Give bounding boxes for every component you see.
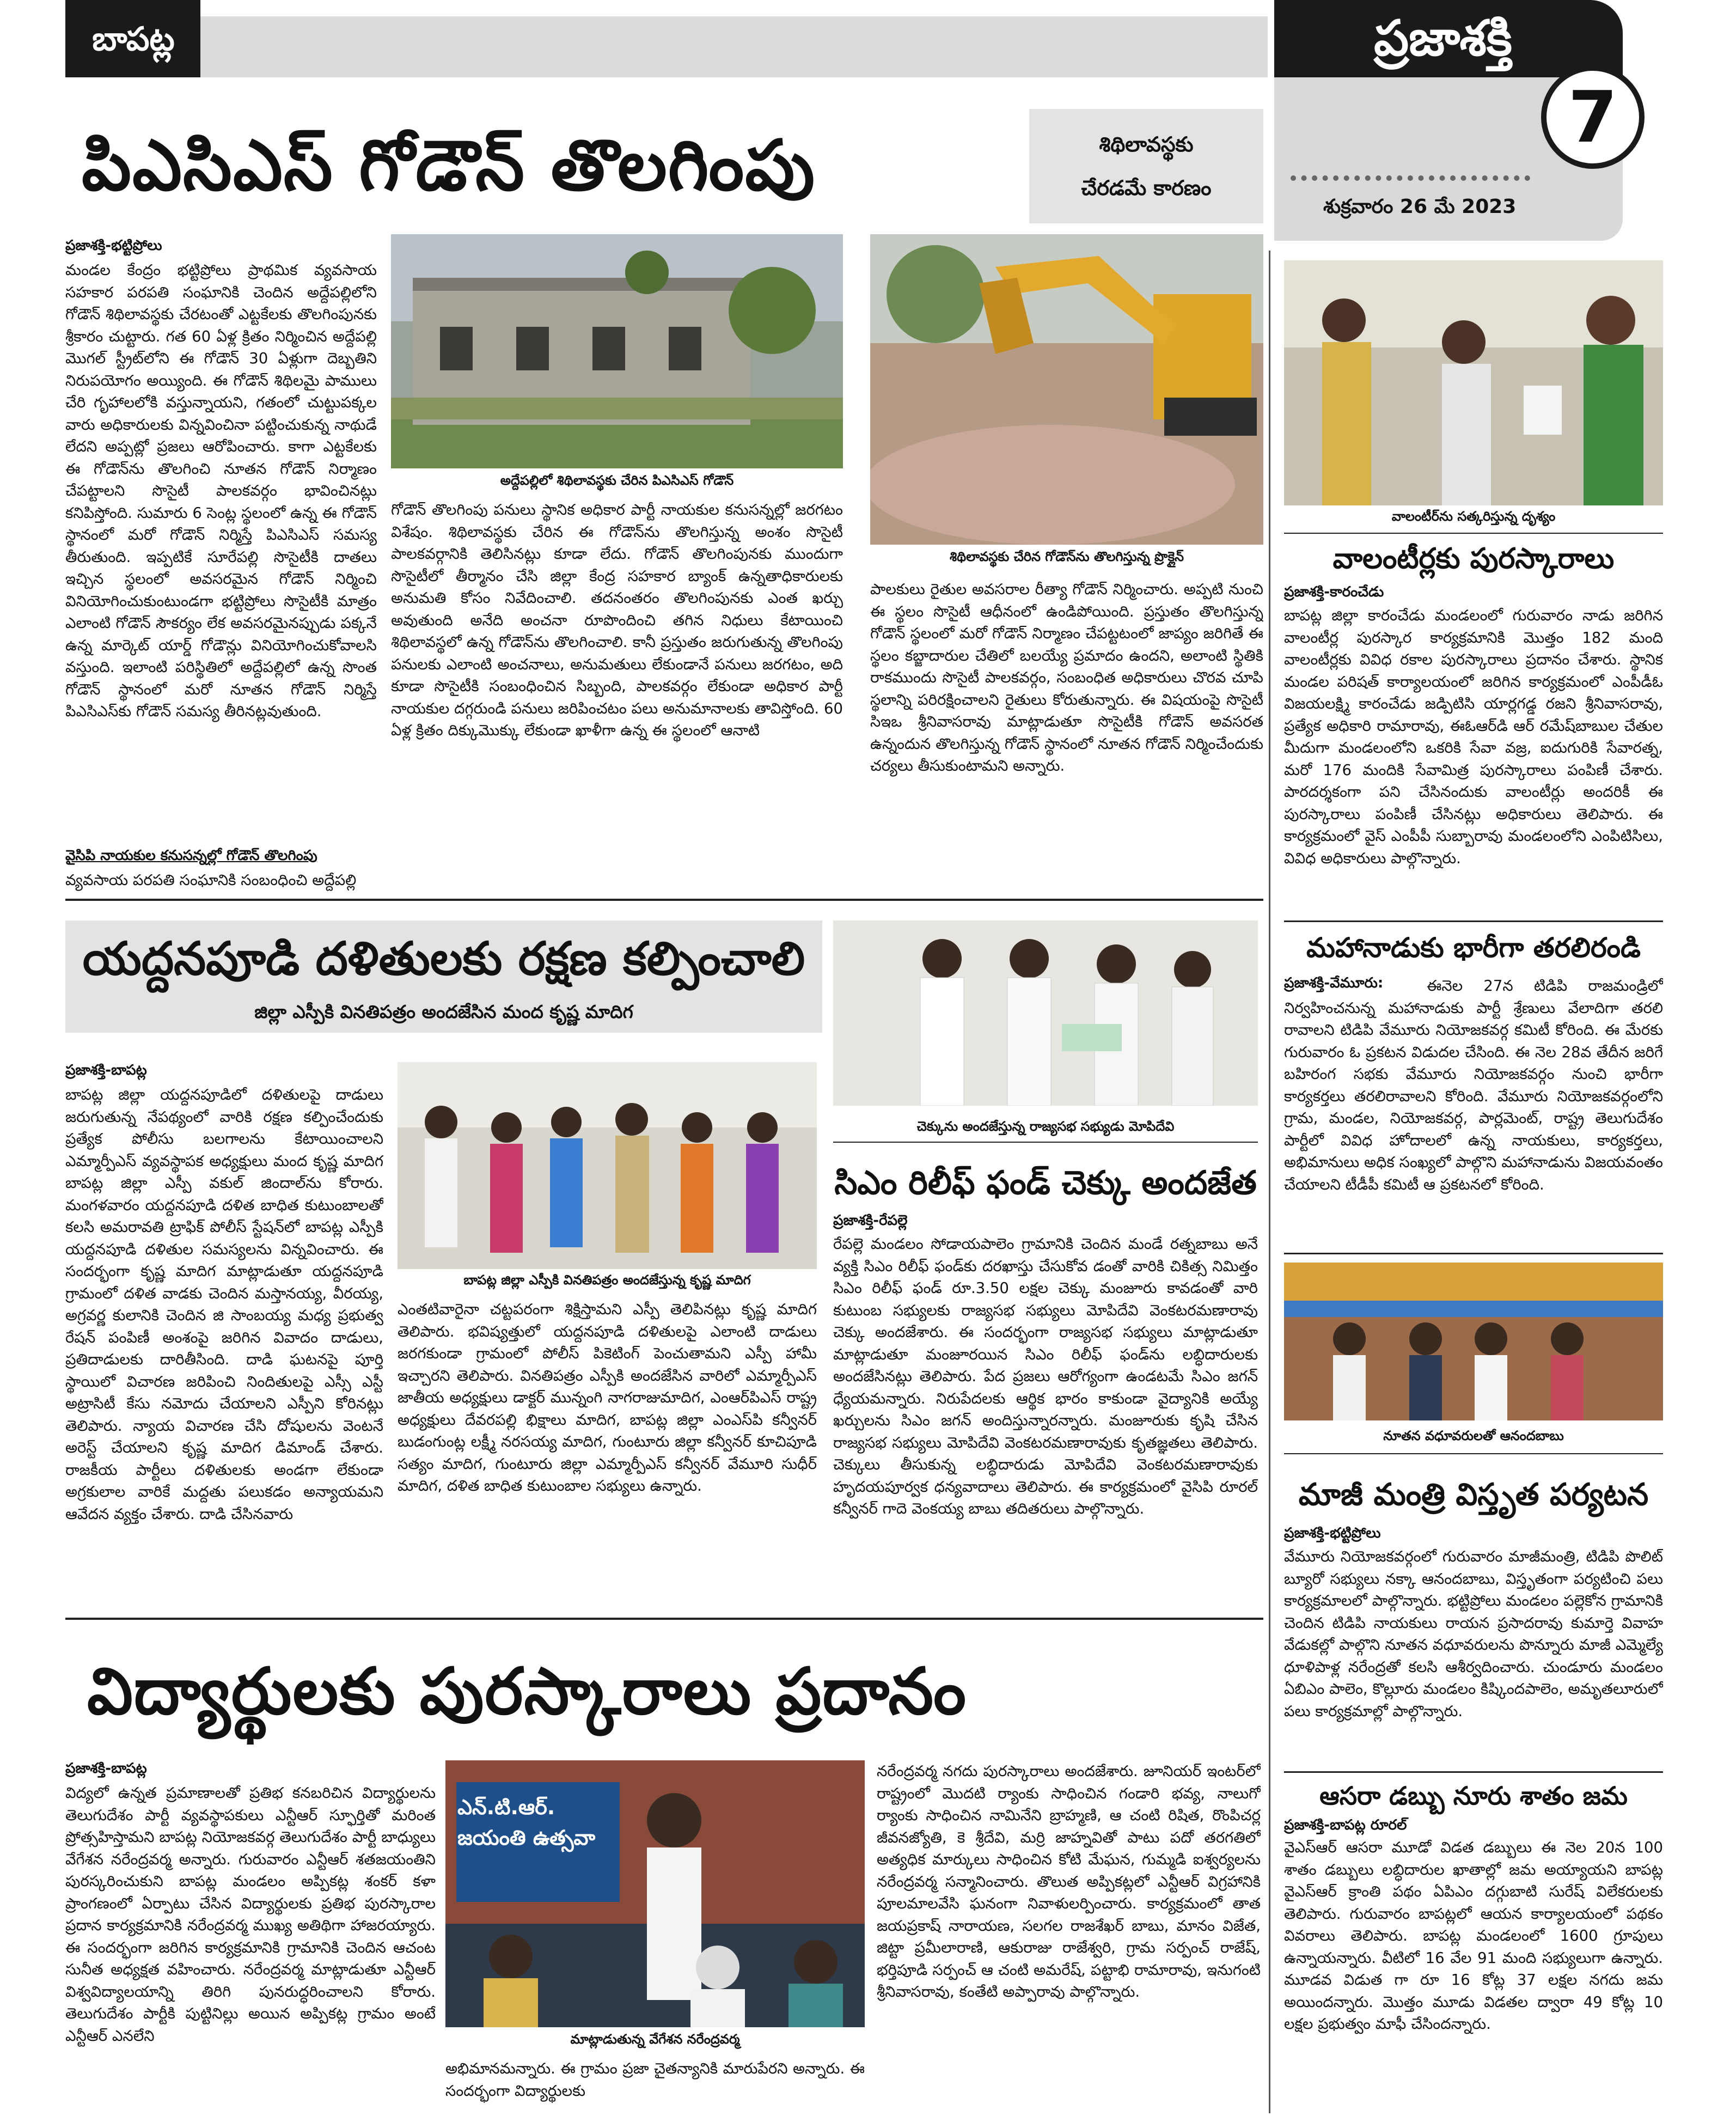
mahanadu-body: ఈనెల 27న టిడిపి రాజమండ్రిలో నిర్వహించనున్న మహానాడుకు పార్టీ శ్రేణులు వేలాదిగా తరలి రావాలని టిడిపి వేమూరు నియోజకవర్గ కమిటీ కోరింది. ఈ మేరకు గురువారం ఓ ప్రకటన విడుదల చేసింది. ఈ నెల 28వ తేదీన జరిగే బహిరంగ సభకు వేమూరు నియోజకవర్గం నుంచి భారీగా కార్యకర్తలు తరలిరావాలని కోరింది. వేమూరు నియోజకవర్గంలోని గ్రామ, మండల, నియోజకవర్గ, పార్లమెంట్, రాష్ట్ర తెలుగుదేశం పార్టీలో వివిధ హోదాలలో ఉన్న నాయకులు, కార్యకర్తలు, అభిమానులు అధిక సంఖ్యలో పాల్గొని మహానాడును విజయవంతం చేయాలని టీడీపీ కమిటీ ఆ ప్రకటనలో కోరింది. bbox=[1284, 977, 1663, 1193]
story1-dateline: ప్రజాశక్తి-భట్టిప్రోలు bbox=[65, 237, 162, 254]
story3-body: రేపల్లె మండలం సోడాయపాలెం గ్రామానికి చెందిన మండే రత్నబాబు అనే వ్యక్తి సిఎం రిలీఫ్ ఫండ్‌కు దరఖాస్తు చేసుకోవ డంతో వారికి చికిత్స నిమిత్తం సిఎం రిలీఫ్ ఫండ్ రూ.3.50 లక్షల చెక్కు మంజూరు కావడంతో వారి కుటుంబ సభ్యులకు రాజ్యసభ సభ్యులు మోపిదేవి వెంకటరమణారావు చెక్కు అందజేశారు. ఈ సందర్భంగా రాజ్యసభ సభ్యులు మాట్లాడుతూ మాట్లాడుతూ మంజూరయిన సిఎం రిలీఫ్ ఫండ్‌ను లబ్ధిదారులకు అందజేసినట్లు తెలిపారు. పేద ప్రజలు ఆరోగ్యంగా ఉండటమే సిఎం జగన్ ధ్యేయమన్నారు. నిరుపేదలకు ఆర్థిక భారం కాకుండా వైద్యానికి అయ్యే ఖర్చులను సిఎం జగన్ అందిస్తున్నారన్నారు. మంజూరుకు కృషి చేసిన రాజ్యసభ సభ్యులు మోపిదేవి వెంకటరమణారావుకు కృతజ్ఞతలు తెలిపారు. చెక్కులు తీసుకున్న లబ్ధిదారుడు మోపిదేవి వెంకటరమణారావుకు హృదయపూర్వక ధన్యవాదాలు తెలిపారు. ఈ కార్యక్రమంలో వైసిపి రూరల్ కన్వీనర్ గాదె వెంకయ్య బాబు తదితరులు పాల్గొన్నారు. bbox=[833, 1235, 1258, 1517]
story1-subhead: వైసిపి నాయకుల కనుసన్నల్లో గోడౌన్ తొలగింపు bbox=[65, 847, 317, 864]
section-label: బాపట్ల bbox=[92, 20, 175, 58]
story3-bottom-rule bbox=[65, 1618, 1263, 1620]
story2-column-1: బాపట్ల జిల్లా యద్దనపూడిలో దళితులపై దాడులు జరుగుతున్న నేపథ్యంలో వారికి రక్షణ కల్పించేందుకు ప్రత్యేక పోలీసు బలగాలను కేటాయించాలని ఎమ్మార్పీఎస్ వ్యవస్థాపక అధ్యక్షులు మంద కృష్ణ మాదిగ బాపట్ల జిల్లా ఎస్పీ వకుల్ జిందాల్‌ను కోరారు. మంగళవారం యద్దనపూడి దళిత బాధిత కుటుంబాలతో కలసి అమరావతి ట్రాఫిక్ పోలీస్ స్టేషన్‌లో బాపట్ల ఎస్పీకి యద్దనపూడి దళితుల సమస్యలను విన్నవించారు. ఈ సందర్భంగా కృష్ణ మాదిగ మాట్లాడుతూ యద్దనపూడి గ్రామంలో దళిత వాడకు చెందిన మస్తానయ్య, వీరయ్య, అగ్రవర్ణ కులానికి చెందిన జి సాంబయ్య మధ్య ప్రభుత్వ రేషన్ పంపిణీ అంశంపై జరిగిన వివాదం దాడులు, ప్రతిదాడులకు దారితీసింది. దాడి ఘటనపై పూర్తి స్థాయిలో విచారణ జరిపించి నిందితులపై ఎస్సీ ఎస్టీ అట్రాసిటీ కేసు నమోదు చేయాలని ఎస్పీని కోరినట్లు తెలిపారు. న్యాయ విచారణ చేసి దోషులను వెంటనే అరెస్ట్ చేయాలని కృష్ణ మాదిగ డిమాండ్ చేశారు. రాజకీయ పార్టీలు దళితులకు అండగా లేకుండా అగ్రకులాల వారికే మద్దతు పలుకడం అన్యాయమని ఆవేదన వ్యక్తం చేశారు. దాడి చేసినవారు bbox=[65, 1086, 383, 1523]
story4-column-2: నరేంద్రవర్మ నగదు పురస్కారాలు అందజేశారు. జూనియర్ ఇంటర్‌లో రాష్ట్రంలో మొదటి ర్యాంకు సాధించిన గండారి భవ్య, నాలుగో ర్యాంకు సాధించిన నామినేని బ్రాహ్మణి, ఆ చంటి రిషిత, రొంపిచర్ల జీవనజ్యోతి, కె శ్రీదేవి, మర్రి జాహ్నవితో పాటు పదో తరగతిలో అత్యధిక మార్కులు సాధించిన కోటి మేఘన, గుమ్మడి ఐశ్వర్యలను నరేంద్రవర్మ సన్మానించారు. తొలుత అప్పికట్లలో ఎన్టీఆర్ విగ్రహానికి పూలమాలవేసి ఘనంగా నివాళులర్పించారు. కార్యక్రమంలో తాత జయప్రకాష్ నారాయణ, సలగల రాజశేఖర్ బాబు, మానం విజేత, జిట్టా ప్రమీలారాణి, ఆకురాజు రాజేశ్వరి, గ్రామ సర్పంచ్ రాజేష్, భర్తిపూడి సర్పంచ్ ఆ చంటి అమరేష్, పట్టాభి రామారావు, ఇనుగంటి శ్రీనివాసరావు, కంతేటి అప్పారావు పాల్గొన్నారు. bbox=[877, 1763, 1261, 2001]
volunteers-body: బాపట్ల జిల్లా కారంచేడు మండలంలో గురువారం నాడు జరిగిన వాలంటీర్ల పురస్కార కార్యక్రమానికి మొత్తం 182 మంది వాలంటీర్లకు వివిధ రకాల పురస్కారాలు ప్రదానం చేశారు. స్థానిక మండల పరిషత్ కార్యాలయంలో జరిగిన కార్యక్రమంలో ఎంపీడీఓ విజయలక్ష్మి కారంచేడు జడ్పిటిసి యార్లగడ్డ రజని శ్రీనివాసరావు, ప్రత్యేక అధికారి రామారావు, ఈఓఆర్‌డి ఆర్ రమేష్‌బాబుల చేతుల మీదుగా మండలంలోని ఒకరికి సేవా వజ్ర, ఐదుగురికి సేవారత్న, మరో 176 మందికి సేవామిత్ర పురస్కారాలు పంపిణీ చేశారు. పారదర్శకంగా పని చేసినందుకు వాలంటీర్లు అందరికీ ఈ పురస్కారాలు పంపిణీ చేసినట్లు అధికారులు తెలిపారు. ఈ కార్యక్రమంలో వైస్ ఎంపీపీ సుబ్బారావు మండలంలోని ఎంపిటిసిలు, వివిధ అధికారులు పాల్గొన్నారు. bbox=[1284, 607, 1663, 867]
proclainer-photo-caption: శిథిలావస్థకు చేరిన గోడౌన్‌ను తొలగిస్తున్న ప్రొక్లైన్ bbox=[949, 549, 1184, 564]
date-dots bbox=[1291, 175, 1530, 182]
story1-deck: శిథిలావస్థకు చేరడమే కారణం bbox=[1081, 132, 1212, 200]
minister-body: వేమూరు నియోజకవర్గంలో గురువారం మాజీమంత్రి, టిడిపి పొలిట్ బ్యూరో సభ్యులు నక్కా ఆనందబాబు, విస్తృతంగా పర్యటించి పలు కార్యక్రమాలలో పాల్గొన్నారు. భట్టిప్రోలు మండలం పల్లెకోన గ్రామానికి చెందిన టిడిపి నాయకులు రాయన ప్రసాదరావు కుమార్తె వివాహ వేడుకల్లో పాల్గొని నూతన వధూవరులను పొన్నూరు మాజీ ఎమ్మెల్యే ధూళిపాళ్ల నరేంద్రతో కలసి ఆశీర్వదించారు. చుండూరు మండలం ఏబిఎం పాలెం, కొల్లూరు మండలం కిష్కిందపాలెం, అమృతలూరులో పలు కార్యక్రమాల్లో పాల్గొన్నారు. bbox=[1284, 1548, 1663, 1720]
brand-logo: ప్రజాశక్తి bbox=[1374, 10, 1512, 67]
volunteers-photo-caption: వాలంటీర్‌ను సత్కరిస్తున్న దృశ్యం bbox=[1391, 509, 1556, 524]
asara-body: వైఎస్‌ఆర్ ఆసరా మూడో విడత డబ్బులు ఈ నెల 20న 100 శాతం డబ్బులు లబ్ధిదారుల ఖాతాల్లో జమ అయ్యాయని బాపట్ల వైఎస్‌ఆర్ క్రాంతి పథం ఏపిఎం దగ్గుబాటి సురేష్ విలేకరులకు తెలిపారు. గురువారం బాపట్లలో ఆయన కార్యాలయంలో పథకం వివరాలు తెలిపారు. బాపట్ల మండలంలో 1600 గ్రూపులు ఉన్నాయన్నారు. వీటిలో 16 వేల 91 మంది సభ్యులుగా ఉన్నారు. మూడవ విడుత గా రూ 16 కోట్ల 37 లక్షల నగదు జమ అయిందన్నారు. మొత్తం మూడు విడతల ద్వారా 49 కోట్ల 10 లక్షల ప్రభుత్వం మాఫీ చేసిందన్నారు. bbox=[1284, 1839, 1663, 2033]
story1-column-1: మండల కేంద్రం భట్టిప్రోలు ప్రాథమిక వ్యవసాయ సహకార పరపతి సంఘానికి చెందిన అద్దేపల్లిలోని గోడౌన్ శిథిలావస్థకు చేరటంతో ఎట్టకేలకు తొలగింపునకు శ్రీకారం చుట్టారు. గత 60 ఏళ్ల క్రితం నిర్మించిన అద్దేపల్లి మొగల్ స్ట్రీట్‌లోని ఈ గోడౌన్ 30 ఏళ్లుగా దెబ్బతిని నిరుపయోగం అయ్యింది. ఈ గోడౌన్ శిథిలమై పాములు చేరి గృహాలలోకి వస్తున్నాయని, గతంలో చుట్టుపక్కల వారు అధికారులకు విన్నవించినా పట్టించుకున్న నాథుడే లేదని అప్పట్లో ప్రజలు ఆరోపించారు. కాగా ఎట్టకేలకు ఈ గోడౌన్‌ను తొలగించి నూతన గోడౌన్ నిర్మాణం చేపట్టాలని సొసైటీ పాలకవర్గం భావించినట్లు కనిపిస్తోంది. సుమారు 6 సెంట్ల స్థలంలో ఉన్న ఈ గోడౌన్ స్థానంలో మరో గోడౌన్ నిర్మిస్తే పిఎసిఎస్ సమస్య తీరుతుంది. ఇప్పటికే సూరేపల్లి సొసైటీకి దాతలు ఇచ్చిన స్థలంలో అవసరమైన గోడౌన్ నిర్మించి వినియోగించుకుంటుండగా భట్టిప్రోలు సొసైటీకి మాత్రం ఎలాంటి గోడౌన్ సౌకర్యం లేక అవసరమైనప్పుడు పక్కనే ఉన్న మార్కెట్ యార్డ్ గోడౌన్లు వినియోగించుకోవాలసి వస్తుంది. ఇలాంటి పరిస్థితిలో అద్దేపల్లిలో ఉన్న సొంత గోడౌన్ స్థానంలో మరో నూతన గోడౌన్ నిర్మిస్తే పిఎసిఎస్‌కు గోడౌన్ సమస్య తీరినట్లవుతుంది. bbox=[65, 261, 377, 720]
story2-dateline: ప్రజాశక్తి-బాపట్ల bbox=[65, 1062, 147, 1078]
volunteers-photo bbox=[1284, 260, 1663, 505]
minister-top-rule bbox=[1284, 1453, 1663, 1454]
story4-dateline: ప్రజాశక్తి-బాపట్ల bbox=[65, 1760, 147, 1777]
mahanadu-headline: మహానాడుకు భారీగా తరలిరండి bbox=[1306, 932, 1641, 964]
story2-deck: జిల్లా ఎస్పీకి వినతిపత్రం అందజేసిన మంద కృష్ణ మాదిగ bbox=[254, 1001, 633, 1022]
ntr-banner-text: ఎన్.టి.ఆర్. జయంతి ఉత్సవా bbox=[457, 1795, 596, 1850]
masthead bbox=[0, 0, 1736, 87]
story3-caption-rule bbox=[833, 1142, 1258, 1143]
issue-date: శుక్రవారం 26 మే 2023 bbox=[1323, 196, 1517, 218]
cheque-photo-caption: చెక్కును అందజేస్తున్న రాజ్యసభ సభ్యుడు మోపిదేవి bbox=[916, 1119, 1175, 1134]
story2-headline: యద్దనపూడి దళితులకు రక్షణ కల్పించాలి bbox=[82, 932, 805, 985]
story1-bottom-rule bbox=[65, 899, 1263, 901]
wedding-photo bbox=[1284, 1263, 1663, 1420]
volunteers-bottom-rule bbox=[1284, 920, 1663, 922]
story2-column-2: ఎంతటివారైనా చట్టపరంగా శిక్షిస్తామని ఎస్పీ తెలిపినట్లు కృష్ణ మాదిగ తెలిపారు. భవిష్యత్తులో యద్దనపూడి దళితులపై ఎలాంటి దాడులు జరగకుండా గ్రామంలో పోలీస్ పికెటింగ్ పెంచుతామని ఎస్పీ హామీ ఇచ్చారని తెలిపారు. వినతిపత్రం ఎస్పీకి అందజేసిన వారిలో ఎమ్మార్పీఎస్ జాతీయ అధ్యక్షులు డాక్టర్ మున్నంగి నాగరాజుమాదిగ, ఎంఆర్‌పిఎస్ రాష్ట్ర అధ్యక్షులు దేవరపల్లి భిక్షాలు మాదిగ, బాపట్ల జిల్లా ఎంఎస్‌పి కన్వీనర్ బుడంగుంట్ల లక్ష్మీ నరసయ్య మాదిగ, గుంటూరు జిల్లా కన్వీనర్ కూచిపూడి సత్యం మాదిగ, గుంటూరు జిల్లా ఎమ్మార్పీఎస్ కన్వీనర్ వేమూరి సుధీర్ మాదిగ, దళిత బాధిత కుటుంబాల సభ్యులు ఉన్నారు. bbox=[398, 1301, 817, 1495]
mahanadu-dateline: ప్రజాశక్తి-వేమూరు: bbox=[1284, 975, 1384, 991]
masthead-gray-band bbox=[200, 16, 1268, 77]
story3-headline: సిఎం రిలీఫ్ ఫండ్ చెక్కు అందజేత bbox=[834, 1164, 1257, 1202]
mahanadu-bottom-rule bbox=[1284, 1253, 1663, 1254]
story1-column-3: పాలకులు రైతుల అవసరాల రీత్యా గోడౌన్ నిర్మించారు. అప్పటి నుంచి ఈ స్థలం సొసైటీ ఆధీనంలో ఉండిపోయింది. ప్రస్తుతం తొలగిస్తున్న గోడౌన్ స్థలంలో మరో గోడౌన్ నిర్మాణం చేపట్టటంలో జాప్యం జరిగితే ఈ స్థలం కబ్జాదారుల చేతిలో బలయ్యే ప్రమాదం ఉందని, అలాంటి స్థితికి రాకముందు సొసైటీ పాలకవర్గం, సంబంధిత అధికారులు చొరవ చూపి స్థలాన్ని పరిరక్షించాలని రైతులు కోరుతున్నారు. ఈ విషయంపై సొసైటీ సిఇఒ శ్రీనివాసరావు మాట్లాడుతూ సొసైటీకి గోడౌన్ అవసరత ఉన్నందున తొలగిస్తున్న గోడౌన్ స్థానంలో నూతన గోడౌన్ నిర్మించేందుకు చర్యలు తీసుకుంటామని అన్నారు. bbox=[870, 581, 1263, 775]
story4-headline: విద్యార్థులకు పురస్కారాలు ప్రదానం bbox=[87, 1654, 967, 1729]
sidebar-divider bbox=[1269, 251, 1270, 2113]
wedding-photo-caption: నూతన వధూవరులతో ఆనందబాబు bbox=[1383, 1428, 1564, 1443]
minister-dateline: ప్రజాశక్తి-భట్టిప్రోలు bbox=[1284, 1525, 1381, 1541]
volunteers-top-rule bbox=[1284, 533, 1663, 534]
asara-dateline: ప్రజాశక్తి-బాపట్ల రూరల్ bbox=[1284, 1817, 1407, 1833]
story4-column-1-tail: అభిమానమన్నారు. ఈ గ్రామం ప్రజా చైతన్యానికి మారుపేరని అన్నారు. ఈ సందర్భంగా విద్యార్థులకు bbox=[445, 2060, 865, 2100]
page-number: 7 bbox=[1568, 76, 1618, 158]
proclainer-photo bbox=[870, 234, 1263, 545]
story4-column-1: విద్యలో ఉన్నత ప్రమాణాలతో ప్రతిభ కనబరిచిన విద్యార్థులను తెలుగుదేశం పార్టీ వ్యవస్థాపకులు ఎన్టీఆర్ స్ఫూర్తితో మరింత ప్రోత్సహిస్తామని బాపట్ల నియోజకవర్గ తెలుగుదేశం పార్టీ బాధ్యులు వేగేశన నరేంద్రవర్మ అన్నారు. గురువారం ఎన్టీఆర్ శతజయంతిని పురస్కరించుకుని బాపట్ల మండలం అప్పికట్ల శంకర్ కళా ప్రాంగణంలో ఏర్పాటు చేసిన విద్యార్థులకు ప్రతిభ పురస్కారాల ప్రదాన కార్యక్రమానికి నరేంద్రవర్మ ముఖ్య అతిథిగా హాజరయ్యారు. ఈ సందర్భంగా జరిగిన కార్యక్రమానికి గ్రామానికి చెందిన ఆచంట సునీత అధ్యక్షత వహించారు. నరేంద్రవర్మ మాట్లాడుతూ ఎన్టీఆర్ విశ్వవిద్యాలయాన్ని తిరిగి పునరుద్ధరించాలని కోరారు. తెలుగుదేశం పార్టీకి పుట్టినిల్లు అయిన అప్పికట్ల గ్రామం అంటే ఎన్టీఆర్ ఎనలేని bbox=[65, 1784, 436, 2045]
volunteers-headline: వాలంటీర్లకు పురస్కారాలు bbox=[1332, 542, 1615, 575]
sp-petition-photo bbox=[398, 1062, 817, 1269]
story1-column-2: గోడౌన్ తొలగింపు పనులు స్థానిక అధికార పార్టీ నాయకుల కనుసన్నల్లో జరగటం విశేషం. శిథిలావస్థకు చేరిన ఈ గోడౌన్‌ను తొలగిస్తున్న అంశం సొసైటీ పాలకవర్గానికి తెలిసినట్లు కూడా లేదు. గోడౌన్ తొలగింపునకు ముందుగా సొసైటీలో తీర్మానం చేసి జిల్లా కేంద్ర సహకార బ్యాంక్ ఉన్నతాధికారులకు అనుమతి కోసం నివేదించాలి. తదనంతరం తొలగింపునకు ఎంత ఖర్చు అవుతుంది అనేది అంచనా రూపొందించి తగిన నిధులు కేటాయించి శిథిలావస్థలో ఉన్న గోడౌన్‌ను తొలగించాలి. కానీ ప్రస్తుతం జరుగుతున్న తొలగింపు పనులకు ఎలాంటి అంచనాలు, అనుమతులు లేకుండానే పనులు జరగటం, అది కూడా సొసైటీకి సంబంధించిన సిబ్బంది, పాలకవర్గం లేకుండా అధికార పార్టీ నాయకుల దగ్గరుండి పనులు జరిపించటం పలు అనుమానాలకు తావిస్తోంది. 60 ఏళ్ల క్రితం దిక్కుమొక్కు లేకుండా ఖాళీగా ఉన్న ఈ స్థలంలో ఆనాటి bbox=[391, 501, 843, 739]
godown-photo bbox=[391, 234, 843, 468]
varma-speech-photo-caption: మాట్లాడుతున్న వేగేశన నరేంద్రవర్మ bbox=[570, 2032, 740, 2047]
story3-dateline: ప్రజాశక్తి-రేపల్లె bbox=[833, 1212, 908, 1229]
story1-headline: పిఎసిఎస్ గోడౌన్ తొలగింపు bbox=[82, 125, 816, 206]
sp-petition-photo-caption: బాపట్ల జిల్లా ఎస్పీకి వినతిపత్రం అందజేస్తున్న కృష్ణ మాదిగ bbox=[463, 1272, 751, 1288]
godown-photo-caption: అద్దేపల్లిలో శిథిలావస్థకు చేరిన పిఎసిఎస్ గోడౌన్ bbox=[500, 473, 734, 488]
asara-headline: ఆసరా డబ్బు నూరు శాతం జమ bbox=[1319, 1781, 1628, 1810]
minister-bottom-rule bbox=[1284, 1771, 1663, 1773]
volunteers-dateline: ప్రజాశక్తి-కారంచేడు bbox=[1284, 584, 1384, 600]
cheque-photo bbox=[833, 920, 1258, 1106]
minister-headline: మాజీ మంత్రి విస్తృత పర్యటన bbox=[1298, 1477, 1649, 1513]
story1-column-1-continued: వ్యవసాయ పరపతి సంఘానికి సంబంధించి అద్దేపల్లి bbox=[65, 871, 357, 889]
